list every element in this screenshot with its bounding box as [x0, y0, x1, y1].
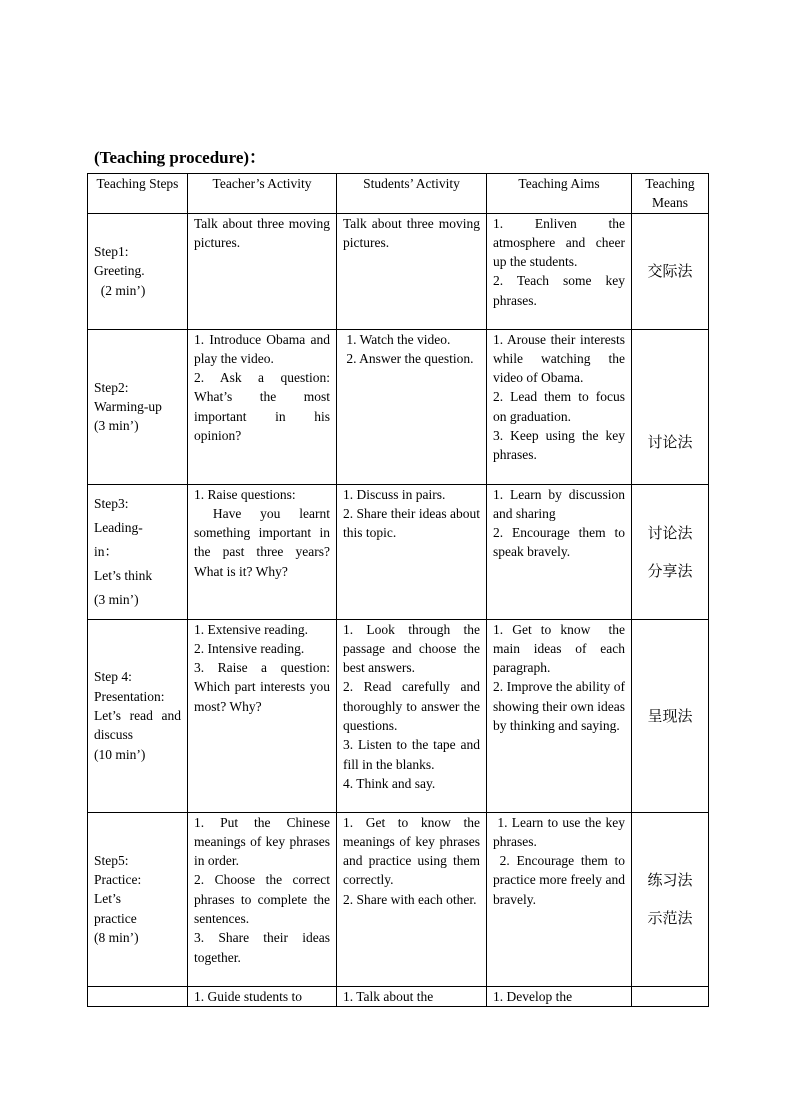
teaching-aims-cell-line: 1. Get to know the main ideas of each paragraph.	[493, 621, 629, 676]
teacher-activity-cell-line: 1. Raise questions:	[194, 486, 296, 502]
teaching-means-cell-line: 呈现法	[647, 706, 693, 725]
teacher-activity-cell-line: 1. Introduce Obama and play the video.	[194, 331, 334, 366]
teacher-activity-cell-line: 2. Choose the correct phrases to complete the sentences.	[194, 872, 334, 927]
students-activity-cell-line: Talk about three moving pictures.	[343, 215, 484, 250]
teaching-aims-cell	[487, 213, 632, 329]
step-row	[88, 329, 709, 484]
step-cell-line: practice	[94, 910, 137, 926]
step-cell-line: Greeting.	[94, 263, 145, 279]
teaching-aims-cell	[487, 812, 632, 986]
teacher-activity-cell	[188, 812, 337, 986]
step-row	[88, 619, 709, 812]
teacher-activity-cell-line: Have you learnt something important in the past three years? What is it? Why?	[194, 505, 334, 579]
teaching-means-cell	[632, 812, 709, 986]
header-row	[88, 174, 709, 214]
teaching-aims-cell-line: 2. Lead them to focus on graduation.	[493, 389, 629, 424]
step-cell-line: Leading-	[94, 519, 143, 535]
teaching-aims-cell-line: 1. Learn to use the key phrases.	[493, 814, 629, 849]
students-activity-cell-line: 2. Share their ideas about this topic.	[343, 505, 484, 541]
teacher-activity-cell-line: 1. Put the Chinese meanings of key phrases in order.	[194, 814, 334, 869]
teacher-activity-cell-line: Talk about three moving pictures.	[194, 215, 334, 250]
step-cell	[88, 986, 188, 1006]
teaching-aims-cell-line: 1. Arouse their interests while watching the video of Obama.	[493, 331, 629, 386]
teacher-activity-cell-line: 3. Share their ideas together.	[194, 930, 334, 965]
teaching-means-cell	[632, 986, 709, 1006]
step-cell-line: (10 min’)	[94, 746, 146, 762]
students-activity-cell-line: 1. Get to know the meanings of key phrases and practice using them correctly.	[343, 814, 484, 888]
step-cell-line: (8 min’)	[94, 930, 139, 946]
students-activity-cell	[337, 329, 487, 484]
step-row	[88, 213, 709, 329]
teaching-means-cell-line: 分享法	[647, 561, 693, 580]
teaching-aims-cell-line: 2. Teach some key phrases.	[493, 273, 629, 308]
teaching-means-cell-line: 交际法	[647, 262, 693, 281]
step-row	[88, 986, 709, 1006]
students-activity-cell-line: 4. Think and say.	[343, 775, 436, 791]
teaching-means-cell-line: 练习法	[647, 871, 693, 890]
teaching-means-cell-line: 示范法	[647, 909, 693, 928]
students-activity-cell-line: 1. Look through the passage and choose the best answers.	[343, 621, 484, 676]
teaching-means-cell-line: 讨论法	[647, 523, 693, 542]
teacher-activity-cell-line: 1. Extensive reading.	[194, 621, 308, 637]
teaching-aims-cell-line: 3. Keep using the key phrases.	[493, 428, 629, 463]
step-cell-line: Warming-up	[94, 398, 162, 414]
step-row	[88, 812, 709, 986]
students-activity-cell-line: 2. Share with each other.	[343, 891, 477, 907]
header-teacher-activity: Teacher’s Activity	[188, 174, 337, 214]
step-cell-line: Step5:	[94, 852, 129, 868]
students-activity-cell	[337, 812, 487, 986]
teaching-means-cell	[632, 484, 709, 619]
teacher-activity-cell	[188, 329, 337, 484]
step-cell	[88, 619, 188, 812]
step-cell-line: (3 min’)	[94, 591, 139, 607]
header-teaching-aims: Teaching Aims	[487, 174, 632, 214]
students-activity-cell-line: 1. Discuss in pairs.	[343, 486, 446, 502]
students-activity-cell-line: 2. Answer the question.	[343, 350, 474, 366]
teacher-activity-cell	[188, 213, 337, 329]
teaching-aims-cell	[487, 329, 632, 484]
step-cell-line: (2 min’)	[94, 282, 146, 298]
teaching-aims-cell	[487, 986, 632, 1006]
teaching-means-cell	[632, 619, 709, 812]
teaching-means-cell	[632, 329, 709, 484]
step-cell-line: in：	[94, 543, 119, 559]
step-cell-line: Practice:	[94, 872, 142, 888]
header-teaching-steps: Teaching Steps	[88, 174, 188, 214]
teacher-activity-cell-line: 1. Guide students to	[194, 988, 302, 1004]
step-cell-line: Let’s read and discuss	[94, 707, 185, 743]
step-cell-line: Step2:	[94, 379, 129, 395]
step-cell	[88, 213, 188, 329]
teaching-aims-cell-line: 1. Enliven the atmosphere and cheer up the students.	[493, 215, 629, 270]
students-activity-cell-line: 2. Read carefully and thoroughly to answer the questions.	[343, 679, 484, 734]
header-students-activity: Students’ Activity	[337, 174, 487, 214]
step-cell-line: Let’s	[94, 891, 121, 907]
students-activity-cell-line: 1. Talk about the	[343, 988, 434, 1004]
students-activity-cell-line: 3. Listen to the tape and fill in the blanks.	[343, 737, 484, 772]
teacher-activity-cell-line: 2. Ask a question: What’s the most important in his opinion?	[194, 370, 334, 444]
teaching-aims-cell	[487, 619, 632, 812]
teaching-means-cell	[632, 213, 709, 329]
teaching-aims-cell-line: 1. Develop the	[493, 988, 573, 1004]
step-cell-line: Step 4:	[94, 669, 132, 685]
step-cell	[88, 329, 188, 484]
step-cell-line: Presentation:	[94, 688, 165, 704]
teaching-aims-cell-line: 1. Learn by discussion and sharing	[493, 486, 629, 521]
step-cell-line: Step1:	[94, 244, 129, 260]
teaching-aims-cell-line: 2. Encourage them to speak bravely.	[493, 525, 629, 560]
students-activity-cell-line: 1. Watch the video.	[343, 331, 451, 347]
step-cell-line: Step3:	[94, 495, 129, 511]
teacher-activity-cell	[188, 484, 337, 619]
step-cell-line: (3 min’)	[94, 418, 139, 434]
teacher-activity-cell	[188, 619, 337, 812]
header-teaching-means: Teaching Means	[632, 174, 709, 214]
step-cell	[88, 812, 188, 986]
teacher-activity-cell-line: 2. Intensive reading.	[194, 640, 305, 656]
students-activity-cell	[337, 213, 487, 329]
teaching-aims-cell-line: 2. Improve the ability of showing their own ideas by thinking and saying.	[493, 679, 629, 734]
teacher-activity-cell-line: 3. Raise a question: Which part interests you most? Why?	[194, 660, 334, 714]
teaching-procedure-table	[87, 173, 709, 1007]
students-activity-cell	[337, 986, 487, 1006]
teaching-means-cell-line: 讨论法	[647, 432, 693, 451]
teacher-activity-cell	[188, 986, 337, 1006]
students-activity-cell	[337, 484, 487, 619]
teaching-aims-cell	[487, 484, 632, 619]
step-row	[88, 484, 709, 619]
students-activity-cell	[337, 619, 487, 812]
step-cell-line: Let’s think	[94, 567, 153, 583]
page-heading: (Teaching procedure)：	[94, 148, 267, 167]
step-cell	[88, 484, 188, 619]
teaching-aims-cell-line: 2. Encourage them to practice more freely and bravely.	[493, 853, 629, 907]
